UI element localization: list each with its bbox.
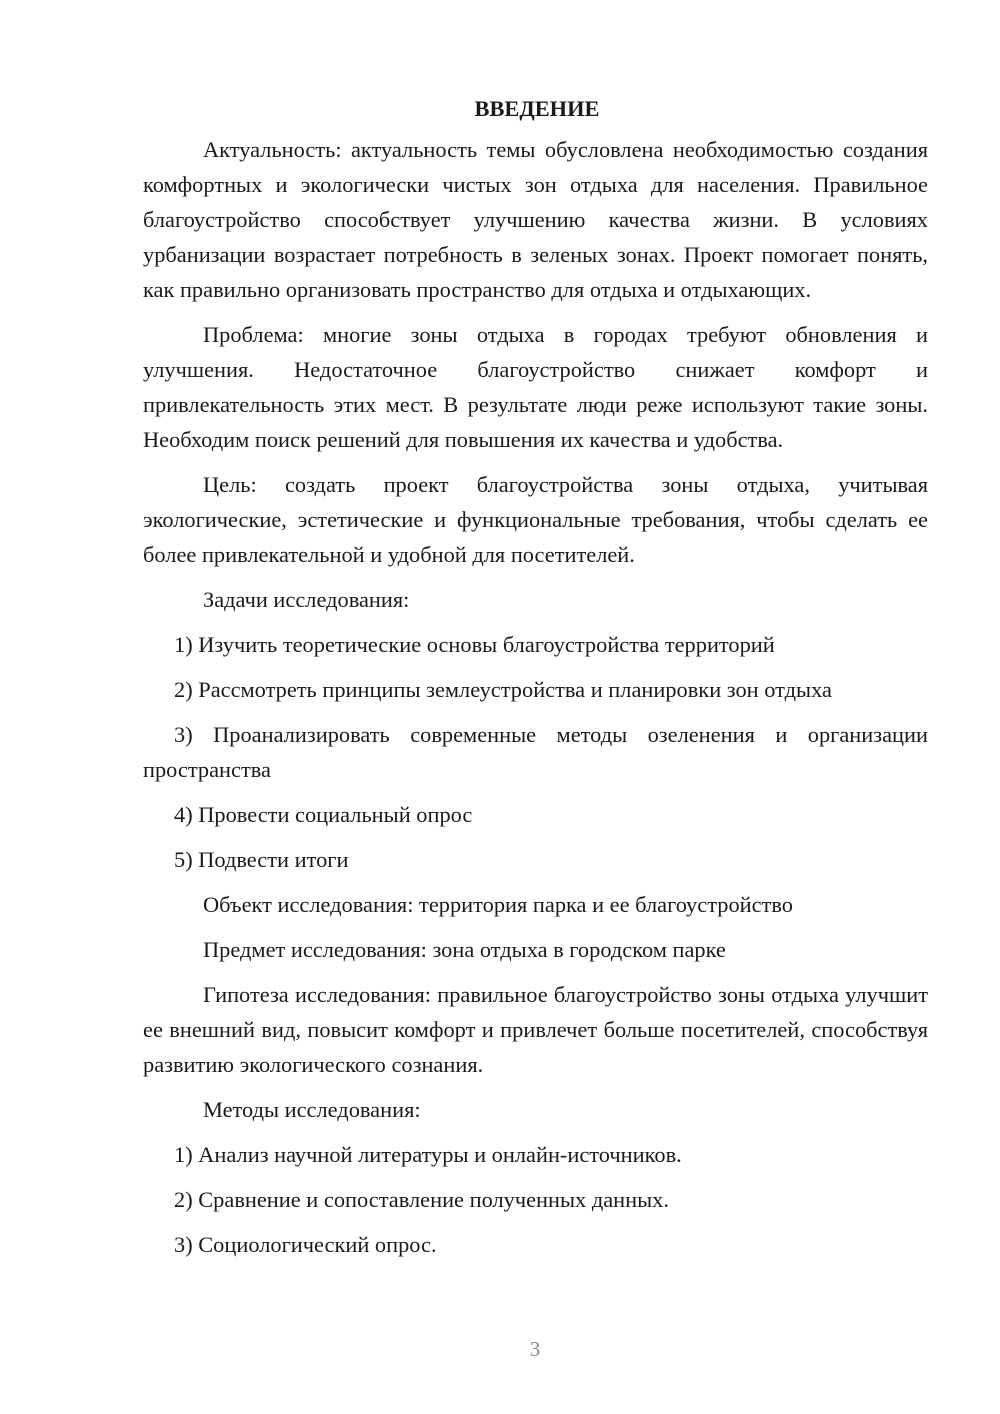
task-item: 1) Изучить теоретические основы благоустройства территорий: [174, 632, 775, 657]
methods-heading: Методы исследования:: [203, 1097, 421, 1122]
method-item: 2) Сравнение и сопоставление полученных данных.: [174, 1187, 669, 1212]
object-line: Объект исследования: территория парка и ее благоустройство: [203, 892, 793, 917]
method-item: 3) Социологический опрос.: [174, 1232, 437, 1257]
task-item: 5) Подвести итоги: [174, 847, 349, 872]
page-content: [143, 91, 928, 1272]
task-item: 3) Проанализировать современные методы озеленения и организации пространства: [143, 722, 928, 782]
task-item: 4) Провести социальный опрос: [174, 802, 473, 827]
page-number: 3: [529, 1337, 541, 1361]
section-title: ВВЕДЕНИЕ: [474, 96, 600, 121]
hypothesis-paragraph: Гипотеза исследования: правильное благоустройство зоны отдыха улучшит ее внешний вид, повысит комфорт и привлечет больше посетителей, способствуя развитию экологического сознания.: [143, 982, 928, 1077]
subject-line: Предмет исследования: зона отдыха в городском парке: [203, 937, 726, 962]
task-item: 2) Рассмотреть принципы землеустройства и планировки зон отдыха: [174, 677, 832, 702]
goal-paragraph: Цель: создать проект благоустройства зоны отдыха, учитывая экологические, эстетические и функциональные требования, чтобы сделать ее более привлекательной и удобной для посетителей.: [143, 472, 928, 567]
tasks-heading: Задачи исследования:: [203, 587, 410, 612]
problem-paragraph: Проблема: многие зоны отдыха в городах требуют обновления и улучшения. Недостаточное благоустройство снижает комфорт и привлекательность этих мест. В результате люди реже используют такие зоны. Необходим поиск решений для повышения их качества и удобства.: [143, 322, 928, 452]
method-item: 1) Анализ научной литературы и онлайн-источников.: [174, 1142, 682, 1167]
relevance-paragraph: Актуальность: актуальность темы обусловлена необходимостью создания комфортных и экологически чистых зон отдыха для населения. Правильное благоустройство способствует улучшению качества жизни. В условиях урбанизации возрастает потребность в зеленых зонах. Проект помогает понять, как правильно организовать пространство для отдыха и отдыхающих.: [143, 137, 928, 302]
